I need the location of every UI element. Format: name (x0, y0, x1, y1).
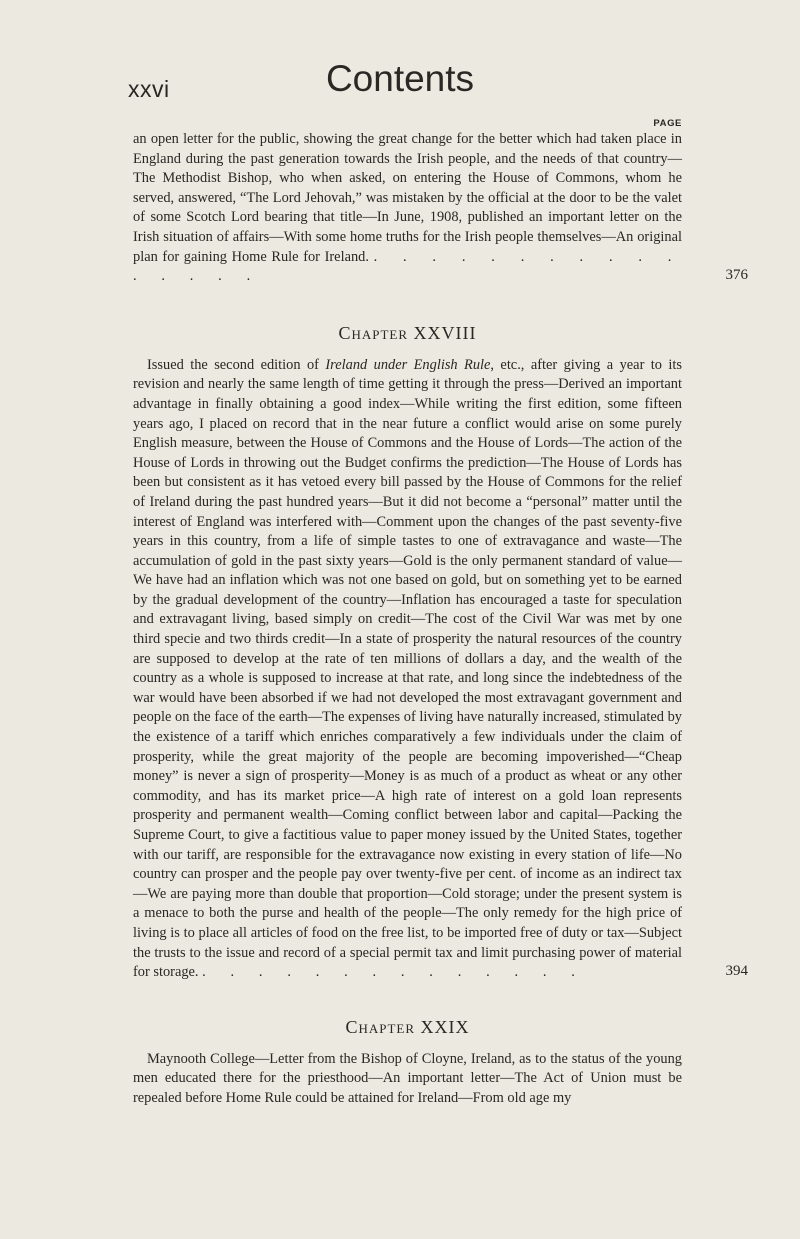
contents-entry (133, 1050, 682, 1109)
entry-text: Maynooth College—Letter from the Bishop of Cloyne, Ireland, as to the status of the young men educated there for the priesthood—An important letter—The Act of Union must be repealed before Home Rule could be attained for Ireland—From old age my (133, 1050, 682, 1106)
contents-entry (133, 130, 748, 287)
page-column-label: PAGE (653, 118, 682, 129)
book-title: Ireland under English Rule (325, 356, 491, 373)
page-header (0, 58, 800, 108)
entry-text: an open letter for the public, showing the great change for the better which had taken place in England during the past generation towards the Irish people, and the needs of that country—The Methodist Bishop, who when asked, on entering the House of Commons, whom he served, answered, “The Lord Jehovah,” was mistaken by the official at the door to be the valet of some Scotch Lord bearing that title—In June, 1908, published an important letter on the Irish situation of affairs—With some home truths for the Irish people themselves—An original plan for gaining Home Rule for Ireland. (133, 131, 682, 265)
contents-entry (133, 356, 748, 983)
page-number: xxvi (128, 76, 170, 102)
chapter-title: Chapter XXVIII (338, 322, 477, 343)
entry-text-start: Issued the second edition of (147, 356, 326, 373)
entry-page-number: 394 (725, 963, 748, 980)
chapter-title: Chapter XXIX (345, 1016, 470, 1037)
entry-page-number: 376 (725, 267, 748, 284)
dot-leader: . . . . . . . . . . . . . . . . (133, 248, 682, 285)
chapter-heading (133, 323, 682, 344)
dot-leader: . . . . . . . . . . . . . . (202, 964, 586, 981)
entry-text: , etc., after giving a year to its revision and nearly the same length of time getting it through the press—Derived an important advantage in finally obtaining a good index—While writing the first edition, some fifteen years ago, I placed on record that in the near future a conflict would arise on some purely English measure, between the House of Commons and the House of Lords—The action of the House of Lords in throwing out the Budget confirms the prediction—The House of Lords has been but consistent as it has vetoed every bill passed by the House of Commons for the relief of Ireland during the past hundred years—But it did not become a “personal” matter until the interest of England was interfered with—Comment upon the changes of the past seventy-five years in this country, from a life of simple tastes to one of extravagance and waste—The accumulation of gold in the past sixty years—Gold is the only permanent standard of value—We have had an inflation which was not one based on gold, but on something yet to be earned by the gradual development of the country—Inflation has encouraged a taste for speculation and extravagant living, based simply on credit—The cost of the Civil War was met by one third specie and two thirds credit—In a state of prosperity the natural resources of the country are supposed to develop at the rate of ten millions of dollars a day, and the wealth of the country as a whole is supposed to increase at that rate, and long since the indebtedness of the war would have been absorbed if we had not developed the most extravagant government and people on the face of the earth—The expenses of living have naturally increased, stimulated by the existence of a tariff which enriches comparatively a few individuals under the claim of prosperity, while the great majority of the people are becoming impoverished—“Cheap money” is never a sign of prosperity—Money is as much of a product as wheat or any other commodity, and has its market price—A high rate of interest on a gold loan represents prosperity and permanent wealth—Coming conflict between labor and capital—Packing the Supreme Court, to give a factitious value to paper money issued by the United States, together with our tariff, are responsible for the extravagance now existing in every station of life—No country can prosper and the people pay over twenty-five per cent. of income as an indirect tax—We are paying more than double that proportion—Cold storage; under the present system is a menace to both the purse and health of the people—The only remedy for the high price of living is to place all articles of food on the free list, to be imported free of duty or tax—Subject the trusts to the issue and record of a special permit tax and limit purchasing power of material for storage. (133, 356, 682, 981)
chapter-heading (133, 1017, 682, 1038)
contents-body (133, 130, 748, 1109)
page-title: Contents (325, 58, 475, 99)
